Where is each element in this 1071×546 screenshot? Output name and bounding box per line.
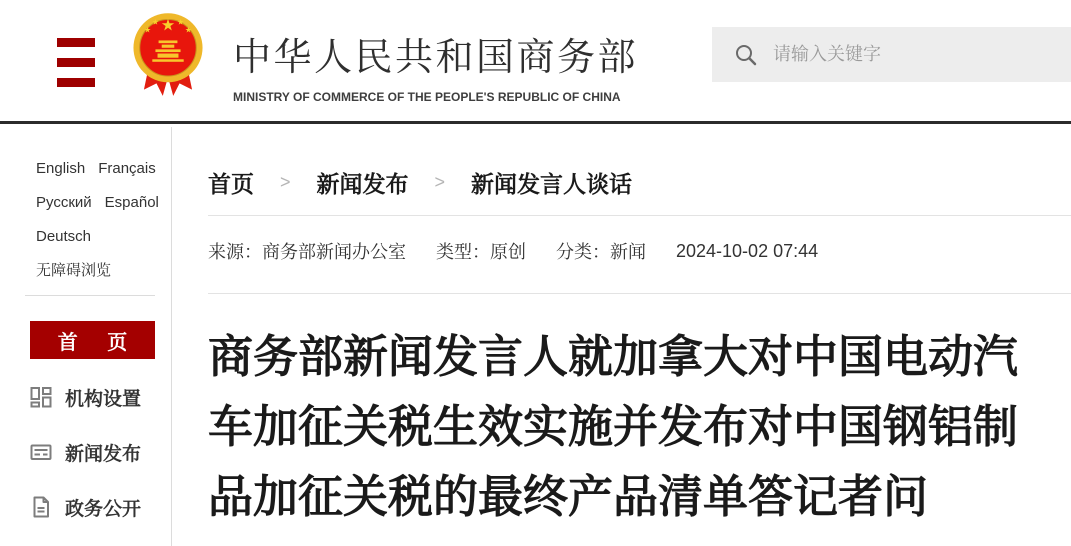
- sidebar-item-label: 机构设置: [65, 388, 142, 410]
- meta-category: [556, 238, 646, 264]
- breadcrumb-spokesperson-remarks[interactable]: 新闻发言人谈话: [471, 171, 633, 197]
- hamburger-bar: [57, 38, 95, 47]
- sidebar-menu: [0, 382, 171, 522]
- article-title-line: 车加征关税生效实施并发布对中国钢铝制: [208, 401, 1019, 452]
- hamburger-bar: [57, 58, 95, 67]
- breadcrumb: [208, 166, 1071, 199]
- article-title-line: 商务部新闻发言人就加拿大对中国电动汽: [208, 331, 1019, 382]
- lang-link-russian[interactable]: Русский: [36, 194, 92, 211]
- site-branding: [233, 26, 638, 104]
- article-meta: [208, 238, 1071, 264]
- breadcrumb-separator: >: [434, 172, 446, 192]
- language-links: [0, 127, 171, 281]
- search-bar[interactable]: [712, 27, 1071, 82]
- site-subtitle: MINISTRY OF COMMERCE OF THE PEOPLE'S REPUBLIC OF CHINA: [233, 90, 621, 104]
- meta-type-label: 类型：: [436, 242, 490, 262]
- sidebar-item-label: 新闻发布: [65, 443, 142, 465]
- lang-link-english[interactable]: English: [36, 160, 86, 177]
- hamburger-bar: [57, 78, 95, 87]
- china-national-emblem-icon[interactable]: [130, 8, 206, 98]
- meta-source-value: 商务部新闻办公室: [262, 242, 406, 262]
- sidebar-divider: [25, 295, 155, 296]
- breadcrumb-news-release[interactable]: 新闻发布: [316, 171, 409, 197]
- search-input[interactable]: [773, 44, 1071, 65]
- lang-link-deutsch[interactable]: Deutsch: [36, 228, 92, 245]
- lang-link-francais[interactable]: Français: [98, 160, 156, 177]
- article-title-line: 品加征关税的最终产品清单答记者问: [208, 471, 929, 522]
- meta-source: [208, 238, 406, 264]
- sidebar-item-label: 政务公开: [65, 498, 142, 520]
- site-header: [0, 0, 1071, 124]
- lang-link-espanol[interactable]: Español: [104, 194, 159, 211]
- sidebar: [0, 127, 172, 546]
- meta-type: [436, 238, 526, 264]
- search-icon[interactable]: [734, 43, 758, 67]
- meta-type-value: 原创: [490, 242, 526, 262]
- breadcrumb-home[interactable]: 首页: [208, 171, 254, 197]
- main-content: [208, 127, 1071, 532]
- meta-category-label: 分类：: [556, 242, 610, 262]
- org-structure-icon: [30, 386, 52, 408]
- site-title: 中华人民共和国商务部: [233, 37, 639, 79]
- accessibility-link[interactable]: 无障碍浏览: [36, 262, 112, 279]
- meta-source-label: 来源：: [208, 242, 262, 262]
- meta-category-value: 新闻: [610, 242, 646, 262]
- hamburger-icon[interactable]: [57, 38, 95, 87]
- document-icon: [30, 496, 52, 518]
- sidebar-item-gov-disclosure[interactable]: [0, 492, 171, 522]
- meta-datetime: 2024-10-02 07:44: [676, 240, 819, 261]
- divider: [208, 215, 1071, 216]
- article-title: [208, 322, 1043, 532]
- breadcrumb-separator: >: [280, 172, 291, 192]
- sidebar-item-news-release[interactable]: [0, 437, 171, 467]
- sidebar-home-button[interactable]: 首 页: [30, 321, 155, 359]
- sidebar-item-org-setup[interactable]: [0, 382, 171, 412]
- divider: [208, 293, 1071, 294]
- news-release-icon: [30, 441, 52, 463]
